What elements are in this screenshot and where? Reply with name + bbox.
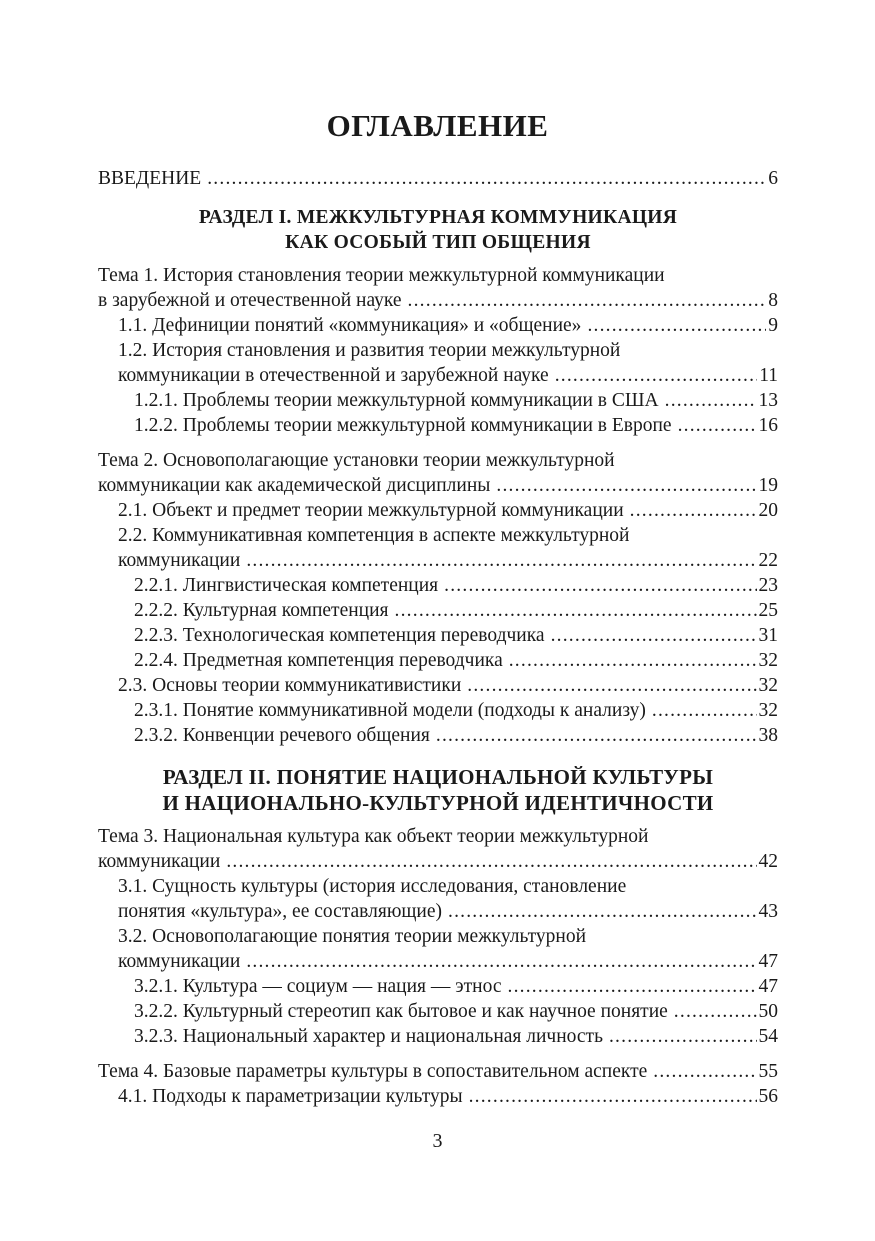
toc-entry-topic-1[interactable]	[98, 288, 778, 313]
dot-leader	[246, 548, 756, 573]
entry-page: 55	[758, 1061, 778, 1082]
dot-leader	[509, 648, 757, 673]
section-heading-line: РАЗДЕЛ I. МЕЖКУЛЬТУРНАЯ КОММУНИКАЦИЯ	[198, 207, 678, 228]
section-heading-line: И НАЦИОНАЛЬНО-КУЛЬТУРНОЙ ИДЕНТИЧНОСТИ	[162, 791, 714, 815]
dot-leader	[674, 999, 757, 1024]
entry-page: 8	[768, 290, 778, 311]
entry-page: 22	[758, 550, 778, 571]
entry-text: 4.1. Подходы к параметризации культуры	[118, 1086, 463, 1107]
entry-text: Тема 4. Базовые параметры культуры в сопоставительном аспекте	[98, 1061, 648, 1082]
dot-leader	[448, 899, 757, 924]
entry-page: 16	[758, 415, 778, 436]
entry-3-2-line1[interactable]: 3.2. Основополагающие понятия теории межкультурной	[118, 926, 587, 947]
entry-text: понятия «культура», ее составляющие)	[118, 901, 442, 922]
entry-text: 2.3. Основы теории коммуникативистики	[118, 675, 462, 696]
dot-leader	[653, 1059, 756, 1084]
dot-leader	[436, 723, 757, 748]
entry-page: 23	[758, 575, 778, 596]
toc-entry-4-1[interactable]	[98, 1084, 778, 1109]
dot-leader	[444, 573, 756, 598]
dot-leader	[678, 413, 757, 438]
toc-entry-2-2-3[interactable]	[98, 623, 778, 648]
entry-page: 6	[768, 168, 778, 189]
dot-leader	[496, 473, 756, 498]
entry-text: 2.2.4. Предметная компетенция переводчика	[134, 650, 503, 671]
dot-leader	[469, 1084, 757, 1109]
entry-text: 2.2.1. Лингвистическая компетенция	[134, 575, 439, 596]
toc-entry-topic-4[interactable]	[98, 1059, 778, 1084]
page-number: 3	[432, 1130, 443, 1152]
entry-page: 11	[759, 365, 778, 386]
entry-page: 47	[758, 976, 778, 997]
entry-page: 32	[758, 675, 778, 696]
entry-text: 2.3.1. Понятие коммуникативной модели (подходы к анализу)	[134, 700, 646, 721]
entry-text: коммуникации	[118, 951, 241, 972]
dot-leader	[555, 363, 758, 388]
table-of-contents	[98, 166, 778, 1109]
entry-page: 25	[758, 600, 778, 621]
entry-text: 2.2.2. Культурная компетенция	[134, 600, 389, 621]
entry-page: 32	[758, 650, 778, 671]
dot-leader	[630, 498, 757, 523]
section-heading-2	[98, 764, 778, 816]
entry-page: 43	[758, 901, 778, 922]
topic-3-line1[interactable]: Тема 3. Национальная культура как объект теории межкультурной	[98, 826, 649, 847]
toc-entry-2-2-4[interactable]	[98, 648, 778, 673]
toc-entry-1-2-1[interactable]	[98, 388, 778, 413]
entry-page: 50	[758, 1001, 778, 1022]
dot-leader	[652, 698, 757, 723]
dot-leader	[395, 598, 757, 623]
section-heading-1	[98, 205, 778, 255]
entry-page: 42	[758, 851, 778, 872]
dot-leader	[207, 166, 766, 191]
topic-2-line1[interactable]: Тема 2. Основополагающие установки теории межкультурной	[98, 450, 615, 471]
entry-3-1-line1[interactable]: 3.1. Сущность культуры (история исследования, становление	[118, 876, 627, 897]
section-heading-line: КАК ОСОБЫЙ ТИП ОБЩЕНИЯ	[285, 232, 591, 253]
entry-text: 2.2.3. Технологическая компетенция переводчика	[134, 625, 545, 646]
entry-page: 13	[758, 390, 778, 411]
entry-page: 47	[758, 951, 778, 972]
dot-leader	[665, 388, 757, 413]
toc-entry-1-2[interactable]	[98, 363, 778, 388]
dot-leader	[551, 623, 757, 648]
toc-entry-2-3-2[interactable]	[98, 723, 778, 748]
toc-entry-2-2-2[interactable]	[98, 598, 778, 623]
topic-1-line1[interactable]: Тема 1. История становления теории межкультурной коммуникации	[98, 265, 665, 286]
dot-leader	[246, 949, 756, 974]
dot-leader	[467, 673, 756, 698]
toc-entry-2-1[interactable]	[98, 498, 778, 523]
toc-entry-2-2-1[interactable]	[98, 573, 778, 598]
entry-text: ВВЕДЕНИЕ	[98, 168, 202, 189]
entry-text: в зарубежной и отечественной науке	[98, 290, 402, 311]
dot-leader	[609, 1024, 757, 1049]
entry-text: 3.2.2. Культурный стереотип как бытовое и как научное понятие	[134, 1001, 668, 1022]
entry-1-2-line1[interactable]: 1.2. История становления и развития теории межкультурной	[118, 340, 621, 361]
entry-page: 31	[758, 625, 778, 646]
toc-entry-2-3[interactable]	[98, 673, 778, 698]
entry-text: 1.1. Дефиниции понятий «коммуникация» и «общение»	[118, 315, 582, 336]
dot-leader	[408, 288, 767, 313]
entry-page: 32	[758, 700, 778, 721]
toc-entry-intro[interactable]	[98, 166, 778, 191]
toc-entry-3-2-2[interactable]	[98, 999, 778, 1024]
dot-leader	[587, 313, 766, 338]
entry-text: коммуникации	[118, 550, 241, 571]
entry-text: коммуникации	[98, 851, 221, 872]
entry-page: 54	[758, 1026, 778, 1047]
entry-text: 1.2.2. Проблемы теории межкультурной коммуникации в Европе	[134, 415, 672, 436]
toc-entry-3-2[interactable]	[98, 949, 778, 974]
entry-page: 38	[758, 725, 778, 746]
toc-entry-3-2-3[interactable]	[98, 1024, 778, 1049]
entry-page: 56	[758, 1086, 778, 1107]
entry-2-2-line1[interactable]: 2.2. Коммуникативная компетенция в аспекте межкультурной	[118, 525, 630, 546]
toc-entry-3-1[interactable]	[98, 899, 778, 924]
entry-text: коммуникации как академической дисциплины	[98, 475, 491, 496]
toc-entry-2-2[interactable]	[98, 548, 778, 573]
entry-text: 1.2.1. Проблемы теории межкультурной коммуникации в США	[134, 390, 659, 411]
section-heading-line: РАЗДЕЛ II. ПОНЯТИЕ НАЦИОНАЛЬНОЙ КУЛЬТУРЫ	[162, 765, 714, 789]
entry-page: 19	[758, 475, 778, 496]
toc-entry-1-1[interactable]	[98, 313, 778, 338]
page-title: ОГЛАВЛЕНИЕ	[326, 108, 549, 143]
entry-page: 9	[768, 315, 778, 336]
entry-text: 3.2.3. Национальный характер и национальная личность	[134, 1026, 603, 1047]
entry-text: 2.1. Объект и предмет теории межкультурной коммуникации	[118, 500, 624, 521]
toc-entry-1-2-2[interactable]	[98, 413, 778, 438]
toc-entry-2-3-1[interactable]	[98, 698, 778, 723]
dot-leader	[508, 974, 757, 999]
toc-entry-topic-3[interactable]	[98, 849, 778, 874]
entry-text: 3.2.1. Культура — социум — нация — этнос	[134, 976, 502, 997]
toc-entry-topic-2[interactable]	[98, 473, 778, 498]
entry-page: 20	[758, 500, 778, 521]
entry-text: 2.3.2. Конвенции речевого общения	[134, 725, 430, 746]
toc-entry-3-2-1[interactable]	[98, 974, 778, 999]
entry-text: коммуникации в отечественной и зарубежной науке	[118, 365, 549, 386]
dot-leader	[226, 849, 756, 874]
